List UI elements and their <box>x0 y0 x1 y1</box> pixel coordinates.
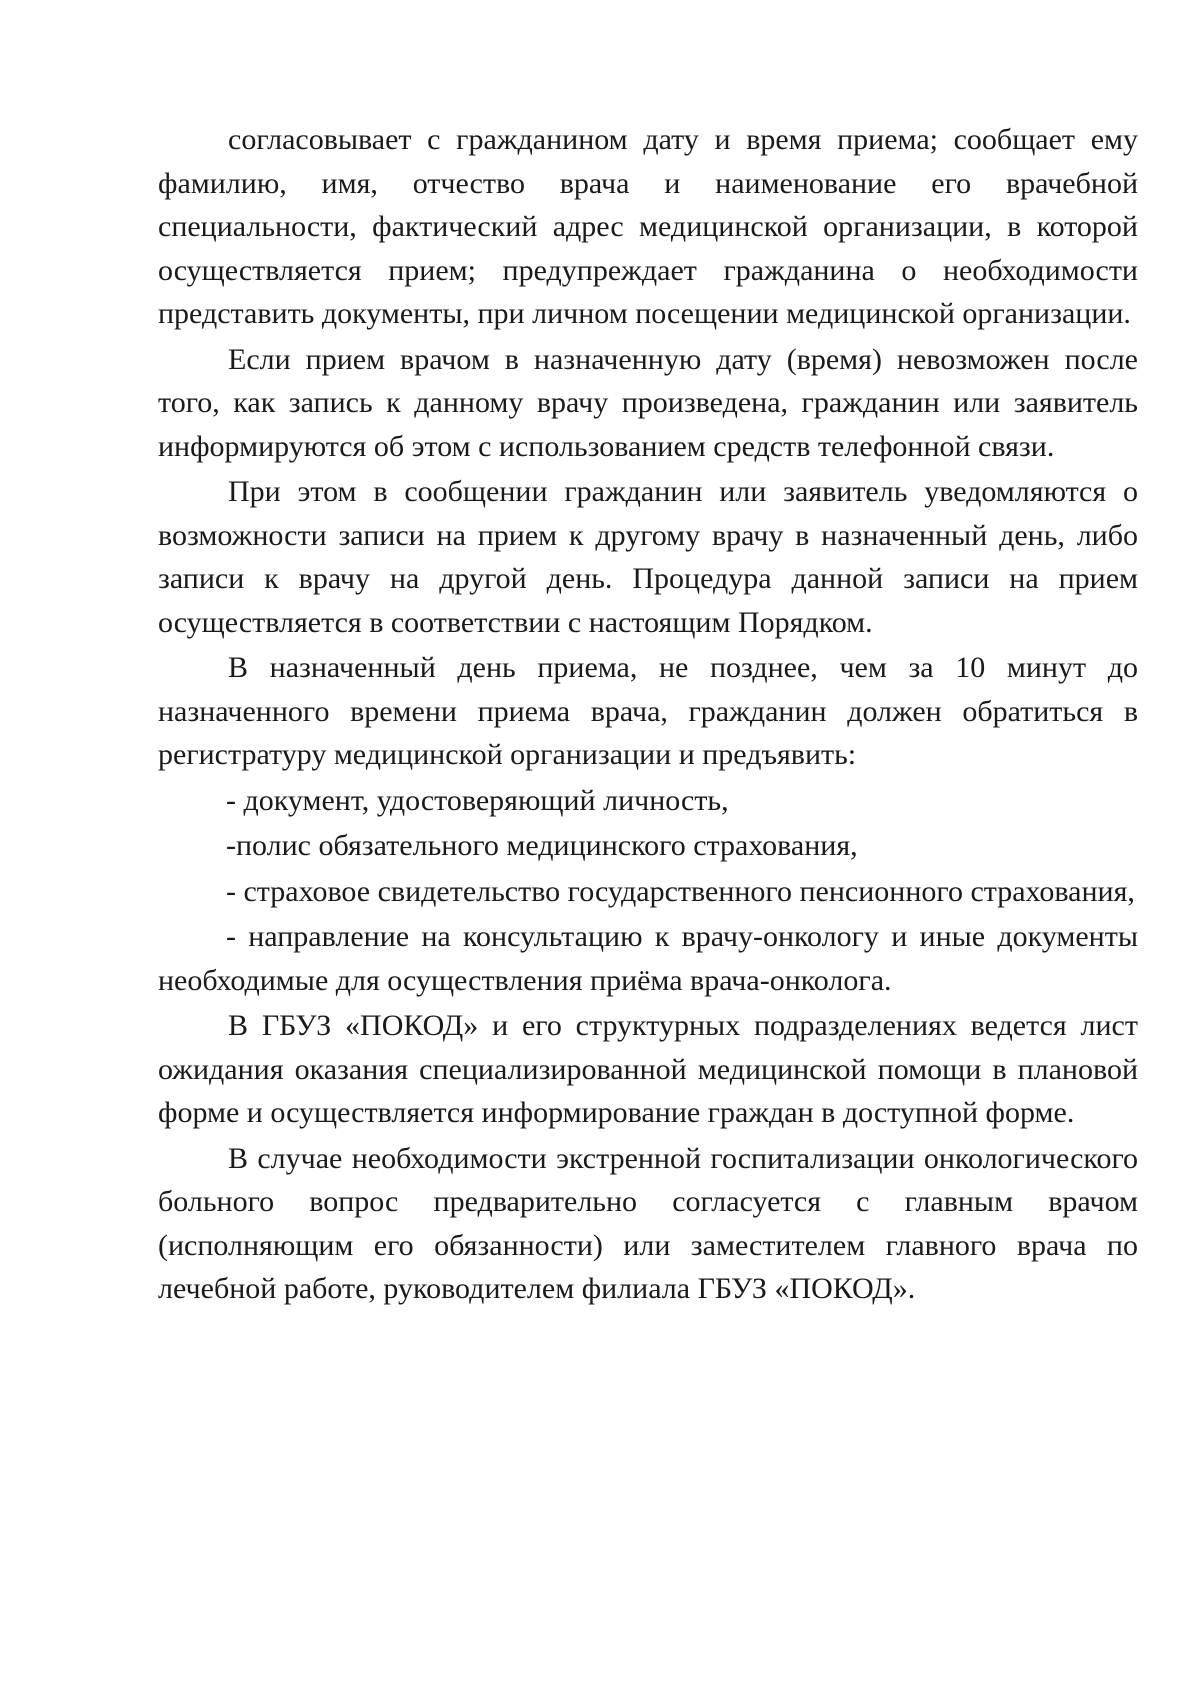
paragraph-waiting-list: В ГБУЗ «ПОКОД» и его структурных подразделениях ведется лист ожидания оказания специализированной медицинской помощи в плановой форме и осуществляется информирование граждан в доступной форме. <box>158 1009 1138 1129</box>
paragraph-notification: При этом в сообщении гражданин или заявитель уведомляются о возможности записи на прием к другому врачу в назначенный день, либо записи к врачу на другой день. Процедура данной записи на прием осуществляется в соответствии с настоящим Порядком. <box>158 475 1138 639</box>
list-item-referral: - направление на консультацию к врачу-онкологу и иные документы необходимые для осуществления приёма врача-онколога. <box>158 920 1138 997</box>
document-body <box>158 118 1138 1311</box>
paragraph-appointment-agreement: согласовывает с гражданином дату и время приема; сообщает ему фамилию, имя, отчество врача и наименование его врачебной специальности, фактический адрес медицинской организации, в которой осуществляется прием; предупреждает гражданина о необходимости представить документы, при личном посещении медицинской организации. <box>158 123 1138 330</box>
list-item-identity-document: - документ, удостоверяющий личность, <box>226 783 729 817</box>
paragraph-emergency-hospitalization: В случае необходимости экстренной госпитализации онкологического больного вопрос предварительно согласуется с главным врачом (исполняющим его обязанности) или заместителем главного врача по лечебной работе, руководителем филиала ГБУЗ «ПОКОД». <box>158 1141 1138 1305</box>
paragraph-appointment-impossible: Если прием врачом в назначенную дату (время) невозможен после того, как запись к данному врачу произведена, гражданин или заявитель информируются об этом с использованием средств телефонной связи. <box>158 342 1138 463</box>
list-item-insurance-policy: -полис обязательного медицинского страхования, <box>226 829 858 862</box>
list-item-pension-certificate: - страховое свидетельство государственного пенсионного страхования, <box>226 874 1135 908</box>
paragraph-appointment-day: В назначенный день приема, не позднее, чем за 10 минут до назначенного времени приема врача, гражданин должен обратиться в регистратуру медицинской организации и предъявить: <box>158 651 1138 771</box>
